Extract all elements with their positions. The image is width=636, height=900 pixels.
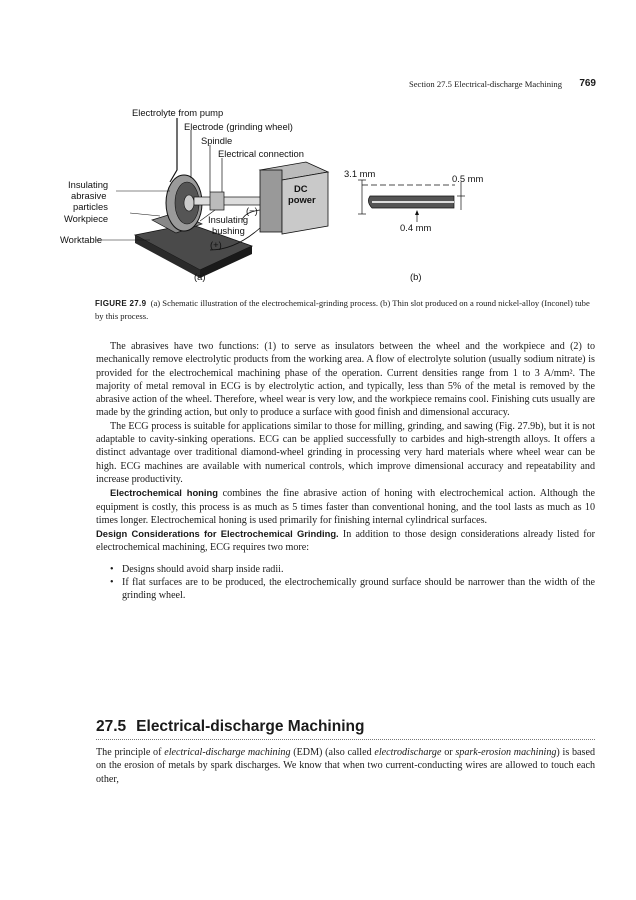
slot-drawing — [358, 180, 465, 222]
label-dim-04: 0.4 mm — [400, 222, 432, 233]
paragraph-edm — [96, 746, 595, 786]
edm-text-3: or — [441, 747, 456, 758]
term-electrochemical-honing: Electrochemical honing — [110, 487, 218, 499]
label-workpiece: Workpiece — [64, 213, 109, 224]
running-header — [60, 78, 596, 92]
dim-04-arrow — [415, 210, 419, 215]
edm-term-2: electrodischarge — [374, 747, 442, 758]
label-particles: particles — [73, 201, 108, 212]
label-bushing-1: Insulating — [208, 214, 249, 225]
paragraph-abrasives: The abrasives have two functions: (1) to serve as insulators between the wheel and the workpiece and (2) to mechanically remove electrolytic products from the working area. A flow of electrolyte solution (usually sodium nitrate) is provided for the electrochemical machining phase of the operation. Current densities range from 1 to 3 A/mm². The majority of metal removal in ECG is by electrolytic action, and typically, less than 5% of the metal is removed by the abrasive action of the wheel. Therefore, wheel wear is very low, and the workpiece remains cool. Finishing cuts usually are made by the grinding action, but only to produce a surface with good finish and dimensional accuracy. — [96, 341, 595, 419]
label-dim-05: 0.5 mm — [452, 173, 484, 184]
edm-term-1: electrical-discharge machining — [164, 747, 291, 758]
figure-illustration — [60, 100, 596, 290]
label-electrolyte: Electrolyte from pump — [132, 107, 224, 118]
edm-text-2: (EDM) (also called — [290, 747, 375, 758]
list-item: • If flat surfaces are to be produced, the electrochemically ground surface should be narrower than the width of the grinding wheel. — [112, 576, 595, 603]
label-bushing-2: bushing — [212, 225, 245, 236]
figure-caption — [95, 297, 595, 322]
wheel-hub — [184, 195, 194, 211]
edm-term-3: spark-erosion machining — [455, 747, 557, 758]
paragraph-honing — [96, 486, 595, 527]
label-spindle: Spindle — [201, 135, 233, 146]
label-dc-power: power — [288, 194, 316, 205]
label-insulating: Insulating — [68, 179, 109, 190]
edm-text-4: ) is based on the erosion of metals by spark discharges. We know that when two current-conducting wires are allowed to touch each other, — [96, 747, 595, 785]
insulating-bushing-shape — [210, 192, 224, 210]
list-item: • Designs should avoid sharp inside radii. — [112, 563, 595, 576]
label-minus: (−) — [246, 205, 258, 216]
figure-label: FIGURE 27.9 — [95, 299, 147, 308]
label-dim-31: 3.1 mm — [344, 168, 376, 179]
figure-27-9 — [60, 100, 596, 290]
heading-design-considerations: Design Considerations for Electrochemical Grinding. — [96, 528, 339, 540]
paragraph-ecg-applications: The ECG process is suitable for applications similar to those for milling, grinding, and sawing (Fig. 27.9b), but it is not adaptable to cavity-sinking operations. ECG can be applied successfully to carbides and high-strength alloys. It offers a distinct advantage over traditional diamond-wheel grinding in processing very hard materials where wheel wear can be high. ECG machines are available with numerical controls, which improve dimensional accuracy and repeatability and increase productivity. — [96, 420, 595, 485]
body-text-edm — [96, 746, 595, 786]
section-heading — [96, 718, 595, 740]
panel-b-label: (b) — [410, 271, 422, 282]
design-list — [96, 563, 595, 603]
label-worktable: Worktable — [60, 234, 103, 245]
panel-a-label: (a) — [194, 271, 206, 282]
paragraph-design — [96, 527, 595, 555]
label-connection: Electrical connection — [218, 148, 304, 159]
spindle-shaft — [194, 197, 262, 205]
label-electrode: Electrode (grinding wheel) — [184, 121, 293, 132]
edm-text-1: The principle of — [96, 747, 165, 758]
body-text — [96, 340, 595, 603]
section-number: 27.5 — [96, 718, 127, 735]
caption-text: (a) Schematic illustration of the electrochemical-grinding process. (b) Thin slot produced on a round nickel-alloy (Inconel) tube by this process. — [95, 298, 590, 321]
paragraph-design-text: In addition to those design considerations already listed for electrochemical machining, ECG requires two more: — [96, 529, 596, 554]
label-plus: (+) — [210, 239, 222, 250]
running-title: Section 27.5 Electrical-discharge Machining — [408, 79, 562, 89]
page-number: 769 — [579, 78, 596, 89]
electrolyte-nozzle — [170, 118, 177, 182]
paragraph-honing-text: combines the fine abrasive action of honing with electrochemical action. Although the equipment is costly, this process is as much as 5 times faster than conventional honing, and the tool lasts as much as 10 times longer. Electrochemical honing is used primarily for finishing internal cylindrical surfaces. — [96, 488, 595, 526]
section-title: Electrical-discharge Machining — [136, 718, 365, 735]
dc-box-side — [260, 170, 282, 232]
label-abrasive: abrasive — [71, 190, 107, 201]
leader-workpiece — [130, 213, 160, 216]
label-dc: DC — [294, 183, 308, 194]
